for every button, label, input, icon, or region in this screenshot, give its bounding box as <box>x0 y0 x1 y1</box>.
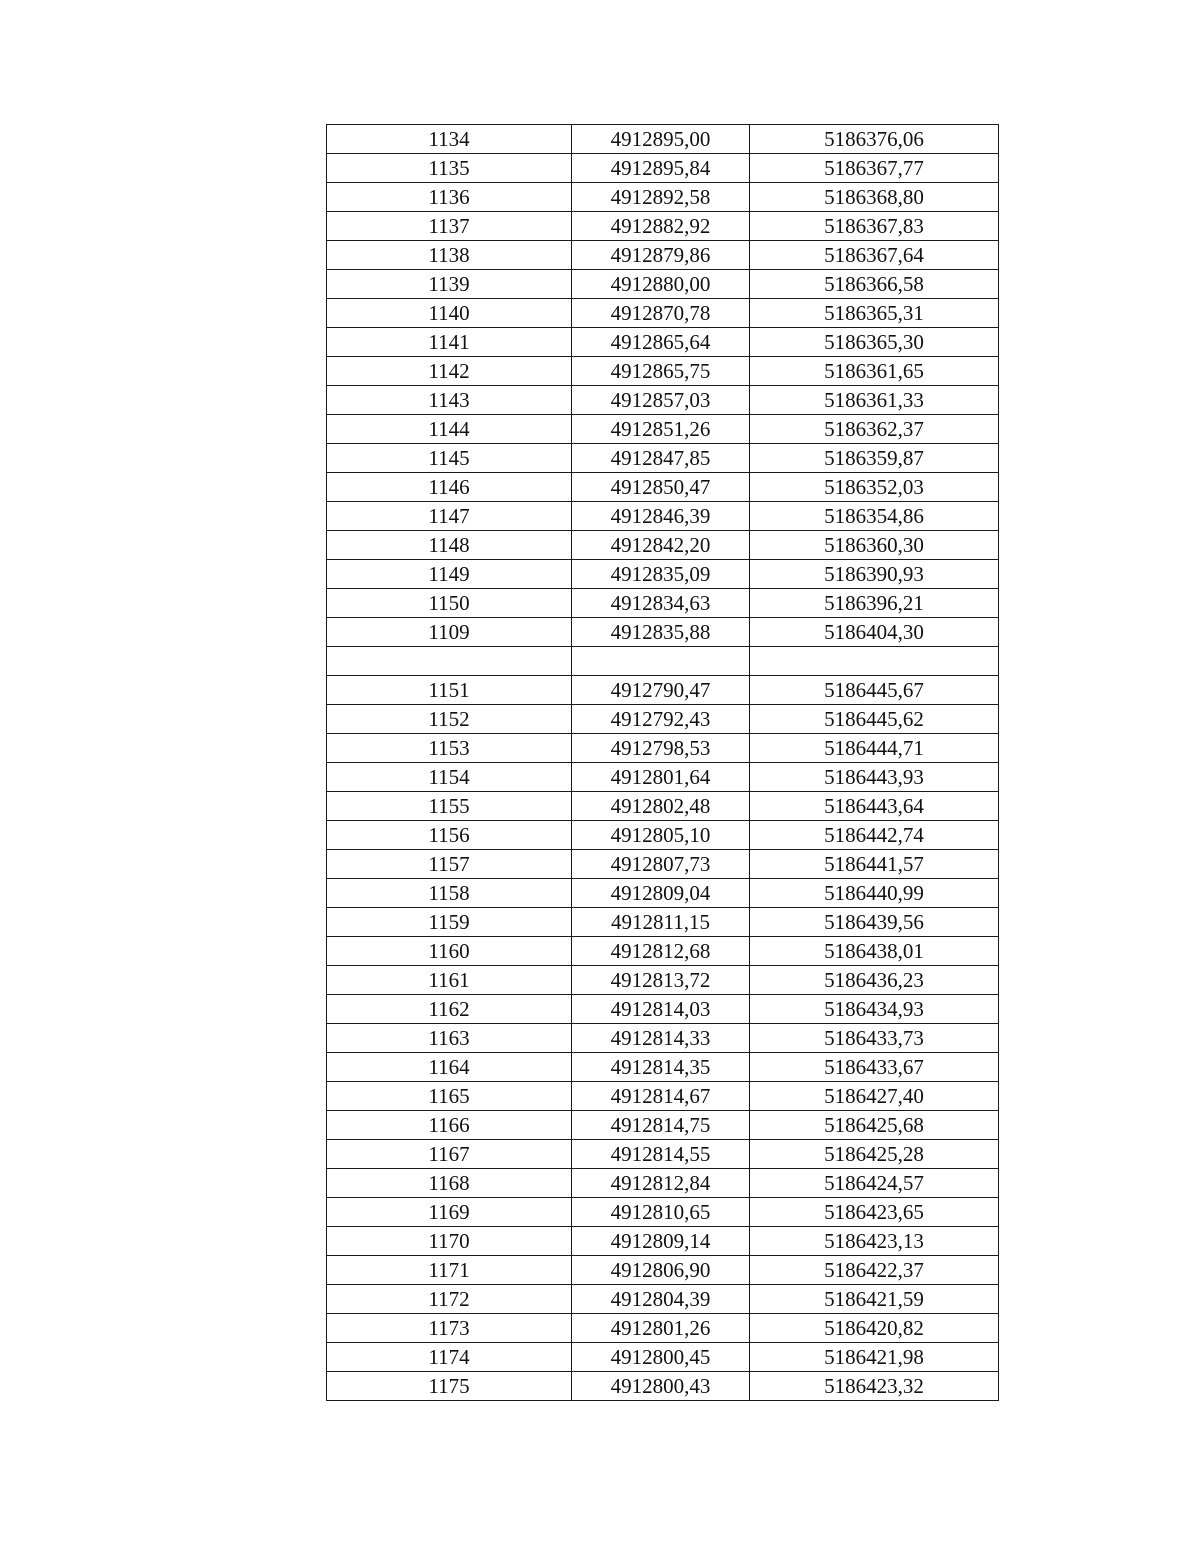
y-coordinate-cell: 5186425,68 <box>750 1111 999 1140</box>
point-number-cell: 1172 <box>327 1285 572 1314</box>
x-coordinate-cell: 4912792,43 <box>572 705 750 734</box>
table-row <box>327 1343 999 1372</box>
y-coordinate-cell: 5186425,28 <box>750 1140 999 1169</box>
table-row <box>327 908 999 937</box>
y-coordinate-cell: 5186367,77 <box>750 154 999 183</box>
y-coordinate-cell: 5186423,13 <box>750 1227 999 1256</box>
x-coordinate-cell: 4912806,90 <box>572 1256 750 1285</box>
table-row <box>327 618 999 647</box>
table-row <box>327 1314 999 1343</box>
x-coordinate-cell: 4912879,86 <box>572 241 750 270</box>
table-row <box>327 850 999 879</box>
y-coordinate-cell: 5186444,71 <box>750 734 999 763</box>
coordinates-table-body <box>327 125 999 1401</box>
y-coordinate-cell: 5186359,87 <box>750 444 999 473</box>
x-coordinate-cell: 4912804,39 <box>572 1285 750 1314</box>
table-row <box>327 1256 999 1285</box>
x-coordinate-cell: 4912847,85 <box>572 444 750 473</box>
table-row <box>327 1227 999 1256</box>
coordinates-table <box>326 124 999 1401</box>
x-coordinate-cell: 4912814,67 <box>572 1082 750 1111</box>
x-coordinate-cell: 4912814,55 <box>572 1140 750 1169</box>
point-number-cell: 1152 <box>327 705 572 734</box>
y-coordinate-cell: 5186440,99 <box>750 879 999 908</box>
table-row-empty <box>327 647 999 676</box>
y-coordinate-cell: 5186442,74 <box>750 821 999 850</box>
y-coordinate-cell: 5186436,23 <box>750 966 999 995</box>
y-coordinate-cell: 5186445,67 <box>750 676 999 705</box>
table-row <box>327 212 999 241</box>
table-row <box>327 560 999 589</box>
point-number-cell: 1160 <box>327 937 572 966</box>
x-coordinate-cell: 4912805,10 <box>572 821 750 850</box>
x-coordinate-cell: 4912895,84 <box>572 154 750 183</box>
y-coordinate-cell: 5186423,32 <box>750 1372 999 1401</box>
x-coordinate-cell: 4912892,58 <box>572 183 750 212</box>
x-coordinate-cell: 4912846,39 <box>572 502 750 531</box>
point-number-cell: 1162 <box>327 995 572 1024</box>
x-coordinate-cell: 4912812,84 <box>572 1169 750 1198</box>
point-number-cell: 1145 <box>327 444 572 473</box>
y-coordinate-cell: 5186420,82 <box>750 1314 999 1343</box>
table-row <box>327 357 999 386</box>
x-coordinate-cell: 4912814,33 <box>572 1024 750 1053</box>
table-row <box>327 444 999 473</box>
point-number-cell: 1156 <box>327 821 572 850</box>
y-coordinate-cell: 5186423,65 <box>750 1198 999 1227</box>
table-row <box>327 154 999 183</box>
y-coordinate-cell: 5186422,37 <box>750 1256 999 1285</box>
point-number-cell: 1171 <box>327 1256 572 1285</box>
x-coordinate-cell: 4912811,15 <box>572 908 750 937</box>
table-row <box>327 531 999 560</box>
x-coordinate-cell: 4912880,00 <box>572 270 750 299</box>
x-coordinate-cell: 4912810,65 <box>572 1198 750 1227</box>
point-number-cell: 1148 <box>327 531 572 560</box>
table-row <box>327 1111 999 1140</box>
point-number-cell: 1166 <box>327 1111 572 1140</box>
y-coordinate-cell: 5186365,31 <box>750 299 999 328</box>
y-coordinate-cell: 5186433,73 <box>750 1024 999 1053</box>
point-number-cell: 1164 <box>327 1053 572 1082</box>
x-coordinate-cell: 4912814,03 <box>572 995 750 1024</box>
table-row <box>327 966 999 995</box>
table-row <box>327 270 999 299</box>
x-coordinate-cell: 4912801,26 <box>572 1314 750 1343</box>
point-number-cell: 1149 <box>327 560 572 589</box>
x-coordinate-cell: 4912807,73 <box>572 850 750 879</box>
y-coordinate-cell: 5186404,30 <box>750 618 999 647</box>
x-coordinate-cell: 4912842,20 <box>572 531 750 560</box>
table-row <box>327 734 999 763</box>
point-number-cell: 1143 <box>327 386 572 415</box>
table-row <box>327 1372 999 1401</box>
y-coordinate-cell: 5186421,98 <box>750 1343 999 1372</box>
y-coordinate-cell: 5186367,64 <box>750 241 999 270</box>
x-coordinate-cell: 4912851,26 <box>572 415 750 444</box>
point-number-cell: 1173 <box>327 1314 572 1343</box>
table-row <box>327 1285 999 1314</box>
point-number-cell: 1135 <box>327 154 572 183</box>
x-coordinate-cell: 4912850,47 <box>572 473 750 502</box>
point-number-cell: 1165 <box>327 1082 572 1111</box>
point-number-cell: 1150 <box>327 589 572 618</box>
x-coordinate-cell: 4912801,64 <box>572 763 750 792</box>
point-number-cell: 1154 <box>327 763 572 792</box>
y-coordinate-cell: 5186361,33 <box>750 386 999 415</box>
x-coordinate-cell: 4912835,09 <box>572 560 750 589</box>
y-coordinate-cell: 5186427,40 <box>750 1082 999 1111</box>
point-number-cell: 1157 <box>327 850 572 879</box>
point-number-cell: 1109 <box>327 618 572 647</box>
point-number-cell: 1141 <box>327 328 572 357</box>
x-coordinate-cell: 4912813,72 <box>572 966 750 995</box>
y-coordinate-cell: 5186365,30 <box>750 328 999 357</box>
y-coordinate-cell: 5186368,80 <box>750 183 999 212</box>
x-coordinate-cell <box>572 647 750 676</box>
point-number-cell: 1153 <box>327 734 572 763</box>
x-coordinate-cell: 4912812,68 <box>572 937 750 966</box>
table-row <box>327 125 999 154</box>
y-coordinate-cell: 5186366,58 <box>750 270 999 299</box>
x-coordinate-cell: 4912790,47 <box>572 676 750 705</box>
y-coordinate-cell: 5186361,65 <box>750 357 999 386</box>
table-row <box>327 589 999 618</box>
y-coordinate-cell: 5186354,86 <box>750 502 999 531</box>
x-coordinate-cell: 4912809,04 <box>572 879 750 908</box>
point-number-cell: 1167 <box>327 1140 572 1169</box>
point-number-cell: 1147 <box>327 502 572 531</box>
y-coordinate-cell: 5186445,62 <box>750 705 999 734</box>
point-number-cell: 1174 <box>327 1343 572 1372</box>
x-coordinate-cell: 4912814,35 <box>572 1053 750 1082</box>
y-coordinate-cell: 5186390,93 <box>750 560 999 589</box>
table-row <box>327 183 999 212</box>
table-row <box>327 415 999 444</box>
x-coordinate-cell: 4912814,75 <box>572 1111 750 1140</box>
y-coordinate-cell: 5186396,21 <box>750 589 999 618</box>
point-number-cell: 1136 <box>327 183 572 212</box>
point-number-cell: 1168 <box>327 1169 572 1198</box>
point-number-cell <box>327 647 572 676</box>
y-coordinate-cell: 5186443,64 <box>750 792 999 821</box>
y-coordinate-cell: 5186362,37 <box>750 415 999 444</box>
x-coordinate-cell: 4912800,43 <box>572 1372 750 1401</box>
point-number-cell: 1138 <box>327 241 572 270</box>
point-number-cell: 1163 <box>327 1024 572 1053</box>
point-number-cell: 1175 <box>327 1372 572 1401</box>
table-row <box>327 473 999 502</box>
point-number-cell: 1170 <box>327 1227 572 1256</box>
y-coordinate-cell: 5186360,30 <box>750 531 999 560</box>
table-row <box>327 1198 999 1227</box>
y-coordinate-cell: 5186438,01 <box>750 937 999 966</box>
x-coordinate-cell: 4912834,63 <box>572 589 750 618</box>
table-row <box>327 821 999 850</box>
table-row <box>327 1082 999 1111</box>
table-row <box>327 995 999 1024</box>
table-row <box>327 1169 999 1198</box>
point-number-cell: 1169 <box>327 1198 572 1227</box>
x-coordinate-cell: 4912857,03 <box>572 386 750 415</box>
y-coordinate-cell: 5186352,03 <box>750 473 999 502</box>
y-coordinate-cell: 5186421,59 <box>750 1285 999 1314</box>
point-number-cell: 1140 <box>327 299 572 328</box>
x-coordinate-cell: 4912870,78 <box>572 299 750 328</box>
table-row <box>327 792 999 821</box>
point-number-cell: 1146 <box>327 473 572 502</box>
table-row <box>327 1024 999 1053</box>
y-coordinate-cell: 5186434,93 <box>750 995 999 1024</box>
x-coordinate-cell: 4912809,14 <box>572 1227 750 1256</box>
table-row <box>327 1140 999 1169</box>
x-coordinate-cell: 4912835,88 <box>572 618 750 647</box>
table-row <box>327 1053 999 1082</box>
table-row <box>327 676 999 705</box>
point-number-cell: 1158 <box>327 879 572 908</box>
point-number-cell: 1137 <box>327 212 572 241</box>
table-row <box>327 241 999 270</box>
point-number-cell: 1155 <box>327 792 572 821</box>
y-coordinate-cell <box>750 647 999 676</box>
table-row <box>327 386 999 415</box>
point-number-cell: 1159 <box>327 908 572 937</box>
point-number-cell: 1151 <box>327 676 572 705</box>
x-coordinate-cell: 4912865,64 <box>572 328 750 357</box>
y-coordinate-cell: 5186433,67 <box>750 1053 999 1082</box>
x-coordinate-cell: 4912802,48 <box>572 792 750 821</box>
y-coordinate-cell: 5186441,57 <box>750 850 999 879</box>
x-coordinate-cell: 4912865,75 <box>572 357 750 386</box>
table-row <box>327 328 999 357</box>
point-number-cell: 1161 <box>327 966 572 995</box>
table-row <box>327 937 999 966</box>
table-row <box>327 299 999 328</box>
table-row <box>327 763 999 792</box>
x-coordinate-cell: 4912895,00 <box>572 125 750 154</box>
y-coordinate-cell: 5186376,06 <box>750 125 999 154</box>
table-row <box>327 705 999 734</box>
x-coordinate-cell: 4912882,92 <box>572 212 750 241</box>
y-coordinate-cell: 5186439,56 <box>750 908 999 937</box>
point-number-cell: 1144 <box>327 415 572 444</box>
x-coordinate-cell: 4912798,53 <box>572 734 750 763</box>
table-row <box>327 879 999 908</box>
y-coordinate-cell: 5186443,93 <box>750 763 999 792</box>
point-number-cell: 1134 <box>327 125 572 154</box>
point-number-cell: 1139 <box>327 270 572 299</box>
x-coordinate-cell: 4912800,45 <box>572 1343 750 1372</box>
y-coordinate-cell: 5186367,83 <box>750 212 999 241</box>
point-number-cell: 1142 <box>327 357 572 386</box>
y-coordinate-cell: 5186424,57 <box>750 1169 999 1198</box>
table-row <box>327 502 999 531</box>
